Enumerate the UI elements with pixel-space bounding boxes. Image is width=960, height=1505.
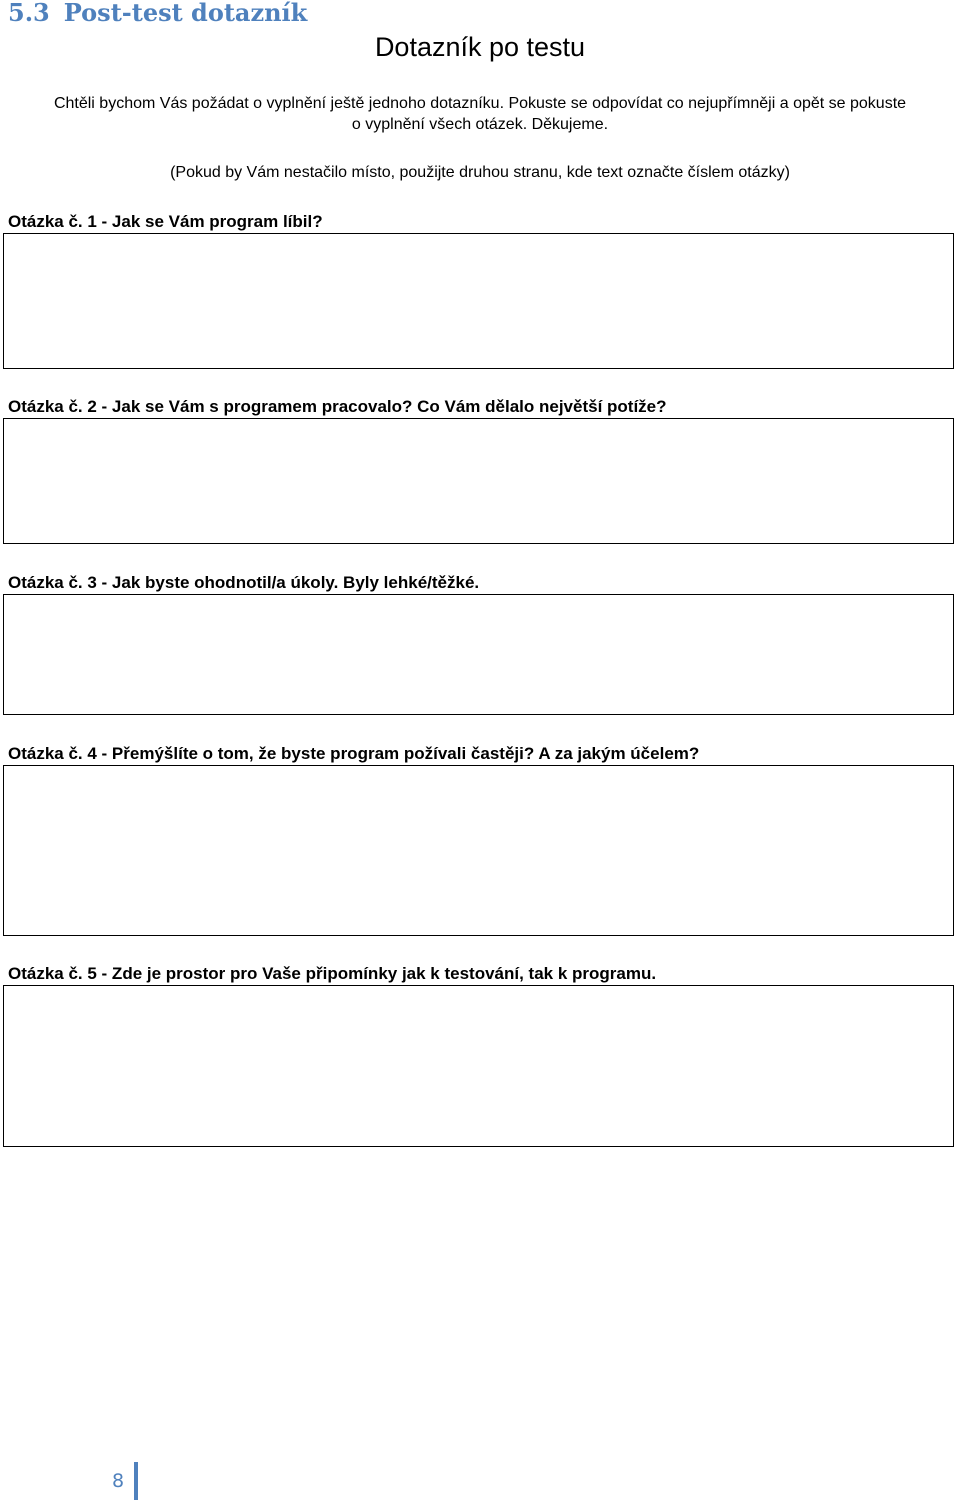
question-1-label: Otázka č. 1 - Jak se Vám program líbil?: [8, 212, 323, 231]
section-title: Post-test dotazník: [63, 0, 308, 27]
question-5-answer-box[interactable]: [3, 985, 954, 1147]
question-3-answer-box[interactable]: [3, 594, 954, 715]
page-number-rule: [134, 1462, 138, 1500]
page-number: 8: [112, 1470, 125, 1492]
section-heading: [8, 0, 307, 27]
question-4-label: Otázka č. 4 - Přemýšlíte o tom, že byste program požívali častěji? A za jakým účelem?: [8, 744, 700, 763]
section-number: 5.3: [8, 0, 50, 27]
questionnaire-title: Dotazník po testu: [374, 32, 586, 62]
question-1-answer-box[interactable]: [3, 233, 954, 369]
page-footer: [112, 1462, 138, 1500]
intro-line-2: o vyplnění všech otázek. Děkujeme.: [351, 116, 609, 133]
space-note: (Pokud by Vám nestačilo místo, použijte druhou stranu, kde text označte číslem otázky): [170, 164, 790, 181]
question-4-answer-box[interactable]: [3, 765, 954, 936]
intro-text: [0, 93, 960, 135]
question-2-label: Otázka č. 2 - Jak se Vám s programem pracovalo? Co Vám dělalo největší potíže?: [8, 397, 667, 416]
question-2-answer-box[interactable]: [3, 418, 954, 544]
intro-line-1: Chtěli bychom Vás požádat o vyplnění ještě jednoho dotazníku. Pokuste se odpovídat co nejupřímněji a opět se pokuste: [53, 95, 907, 112]
question-3-label: Otázka č. 3 - Jak byste ohodnotil/a úkoly. Byly lehké/těžké.: [8, 573, 480, 592]
question-5-label: Otázka č. 5 - Zde je prostor pro Vaše připomínky jak k testování, tak k programu.: [8, 964, 657, 983]
